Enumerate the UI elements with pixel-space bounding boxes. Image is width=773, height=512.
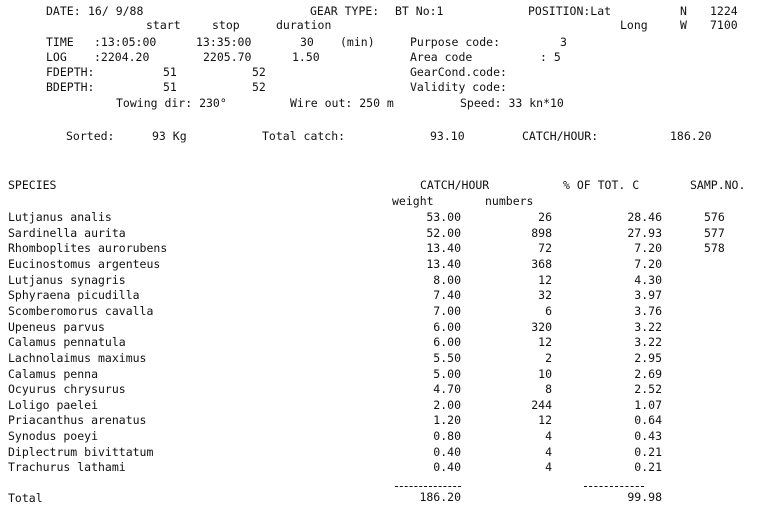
long-value: 7100 [710,18,738,32]
percent-of-total: 0.43 [634,429,662,444]
table-row [0,413,773,427]
lat-value: 1224 [710,4,738,18]
catch-weight: 0.80 [433,429,461,444]
weight-total-rule [395,486,461,487]
catch-numbers: 26 [538,210,552,224]
catch-numbers: 10 [538,366,552,381]
table-row [0,429,773,443]
fdepth-stop: 52 [252,65,266,79]
table-row [0,320,773,334]
percent-of-total: 7.20 [634,256,662,271]
purpose-code-label: Purpose code: [410,35,501,49]
log-duration: 1.50 [292,50,320,64]
catch-weight: 5.00 [433,366,461,381]
fdepth-start: 51 [163,65,177,79]
percent-of-total: 3.22 [634,335,662,350]
species-name: Ocyurus chrysurus [8,382,126,397]
catch-weight: 1.20 [433,413,461,428]
table-row [0,445,773,459]
sample-number: 576 [704,210,725,224]
total-percent: 99.98 [627,490,662,504]
catch-numbers: 32 [538,288,552,303]
percent-of-total: 3.22 [634,319,662,334]
table-row [0,398,773,412]
species-name: Scomberomorus cavalla [8,303,154,318]
total-catch-label: Total catch: [262,129,346,143]
percent-of-total: 2.52 [634,382,662,397]
date-value: 16/ 9/88 [88,4,144,18]
percent-of-total: 2.69 [634,366,662,381]
species-name: Synodus poeyi [8,429,99,444]
species-name: Sphyraena picudilla [8,288,140,303]
catch-numbers: 320 [531,319,552,334]
date-label: DATE: [46,4,81,18]
log-label: LOG [46,50,67,64]
percent-of-total: 0.21 [634,444,662,459]
species-header: SPECIES [8,178,57,192]
log-stop: 2205.70 [203,50,252,64]
long-hemisphere: W [680,18,687,32]
catch-weight: 13.40 [426,241,461,256]
gear-type-value: BT No:1 [395,4,444,18]
catch-weight: 52.00 [426,225,461,240]
time-unit: (min) [340,35,375,49]
catch-numbers: 244 [531,397,552,412]
species-name: Priacanthus arenatus [8,413,147,428]
catch-weight: 0.40 [433,460,461,475]
sample-number: 577 [704,225,725,240]
table-row [0,257,773,271]
percent-of-total: 7.20 [634,241,662,256]
numbers-header: numbers [485,194,534,208]
total-label: Total [8,491,43,505]
percent-of-total: 28.46 [627,210,662,224]
percent-total-rule [584,486,644,487]
speed: Speed: 33 kn*10 [460,96,564,110]
sample-number-header: SAMP.NO. [690,178,746,192]
position-label: POSITION:Lat [528,4,612,18]
long-label: Long [620,18,648,32]
species-name: Loligo paelei [8,397,99,412]
species-name: Calamus penna [8,366,99,381]
percent-of-total: 27.93 [627,225,662,240]
sorted-label: Sorted: [66,129,115,143]
catch-numbers: 368 [531,256,552,271]
table-row [0,273,773,287]
fdepth-label: FDEPTH: [46,65,95,79]
percent-of-total-header: % OF TOT. C [563,178,640,192]
table-row [0,382,773,396]
wire-out: Wire out: 250 m [290,96,394,110]
col-duration-header: duration [276,18,332,32]
bdepth-start: 51 [163,80,177,94]
towing-direction: Towing dir: 230° [116,96,227,110]
catch-weight: 2.00 [433,397,461,412]
catch-numbers: 6 [545,303,552,318]
catch-numbers: 12 [538,272,552,287]
bdepth-label: BDEPTH: [46,80,95,94]
catch-numbers: 2 [545,350,552,365]
species-name: Sardinella aurita [8,225,126,240]
percent-of-total: 0.64 [634,413,662,428]
catch-numbers: 898 [531,225,552,240]
col-stop-header: stop [212,18,240,32]
catch-weight: 53.00 [426,210,461,224]
sorted-value: 93 Kg [152,129,187,143]
species-name: Lutjanus analis [8,210,112,224]
table-row [0,241,773,255]
time-start: :13:05:00 [94,35,157,49]
species-name: Lachnolaimus maximus [8,350,147,365]
catch-weight: 7.00 [433,303,461,318]
catch-numbers: 4 [545,460,552,475]
col-start-header: start [146,18,181,32]
catch-numbers: 4 [545,444,552,459]
bdepth-stop: 52 [252,80,266,94]
log-start: :2204.20 [94,50,150,64]
catch-weight: 4.70 [433,382,461,397]
species-name: Upeneus parvus [8,319,105,334]
time-duration: 30 [300,35,314,49]
total-weight: 186.20 [419,490,461,504]
table-row [0,335,773,349]
percent-of-total: 3.97 [634,288,662,303]
percent-of-total: 4.30 [634,272,662,287]
table-row [0,351,773,365]
catch-numbers: 12 [538,413,552,428]
gear-type-label: GEAR TYPE: [310,4,380,18]
sample-number: 578 [704,241,725,256]
weight-header: weight [392,194,434,208]
time-stop: 13:35:00 [196,35,252,49]
total-catch-value: 93.10 [430,129,465,143]
table-row [0,210,773,224]
table-row [0,226,773,240]
catch-numbers: 4 [545,429,552,444]
catch-per-hour-value: 186.20 [670,129,712,143]
catch-weight: 6.00 [433,335,461,350]
catch-numbers: 12 [538,335,552,350]
catch-per-hour-label: CATCH/HOUR: [522,129,599,143]
percent-of-total: 3.76 [634,303,662,318]
catch-weight: 13.40 [426,256,461,271]
table-row [0,460,773,474]
percent-of-total: 1.07 [634,397,662,412]
area-code-value: : 5 [540,50,561,64]
purpose-code-value: 3 [560,35,567,49]
catch-weight: 6.00 [433,319,461,334]
catch-weight: 8.00 [433,272,461,287]
table-row [0,304,773,318]
catch-numbers: 8 [545,382,552,397]
species-name: Calamus pennatula [8,335,126,350]
catch-weight: 7.40 [433,288,461,303]
species-name: Diplectrum bivittatum [8,444,154,459]
percent-of-total: 2.95 [634,350,662,365]
percent-of-total: 0.21 [634,460,662,475]
catch-numbers: 72 [538,241,552,256]
time-label: TIME [46,35,74,49]
species-name: Trachurus lathami [8,460,126,475]
table-row [0,367,773,381]
gearcond-code-label: GearCond.code: [410,65,507,79]
species-name: Lutjanus synagris [8,272,126,287]
area-code-label: Area code [410,50,473,64]
validity-code-label: Validity code: [410,80,507,94]
catch-per-hour-header: CATCH/HOUR [420,178,490,192]
species-name: Eucinostomus argenteus [8,256,161,271]
lat-hemisphere: N [680,4,687,18]
species-name: Rhomboplites aurorubens [8,241,168,256]
table-row [0,288,773,302]
catch-weight: 5.50 [433,350,461,365]
catch-weight: 0.40 [433,444,461,459]
